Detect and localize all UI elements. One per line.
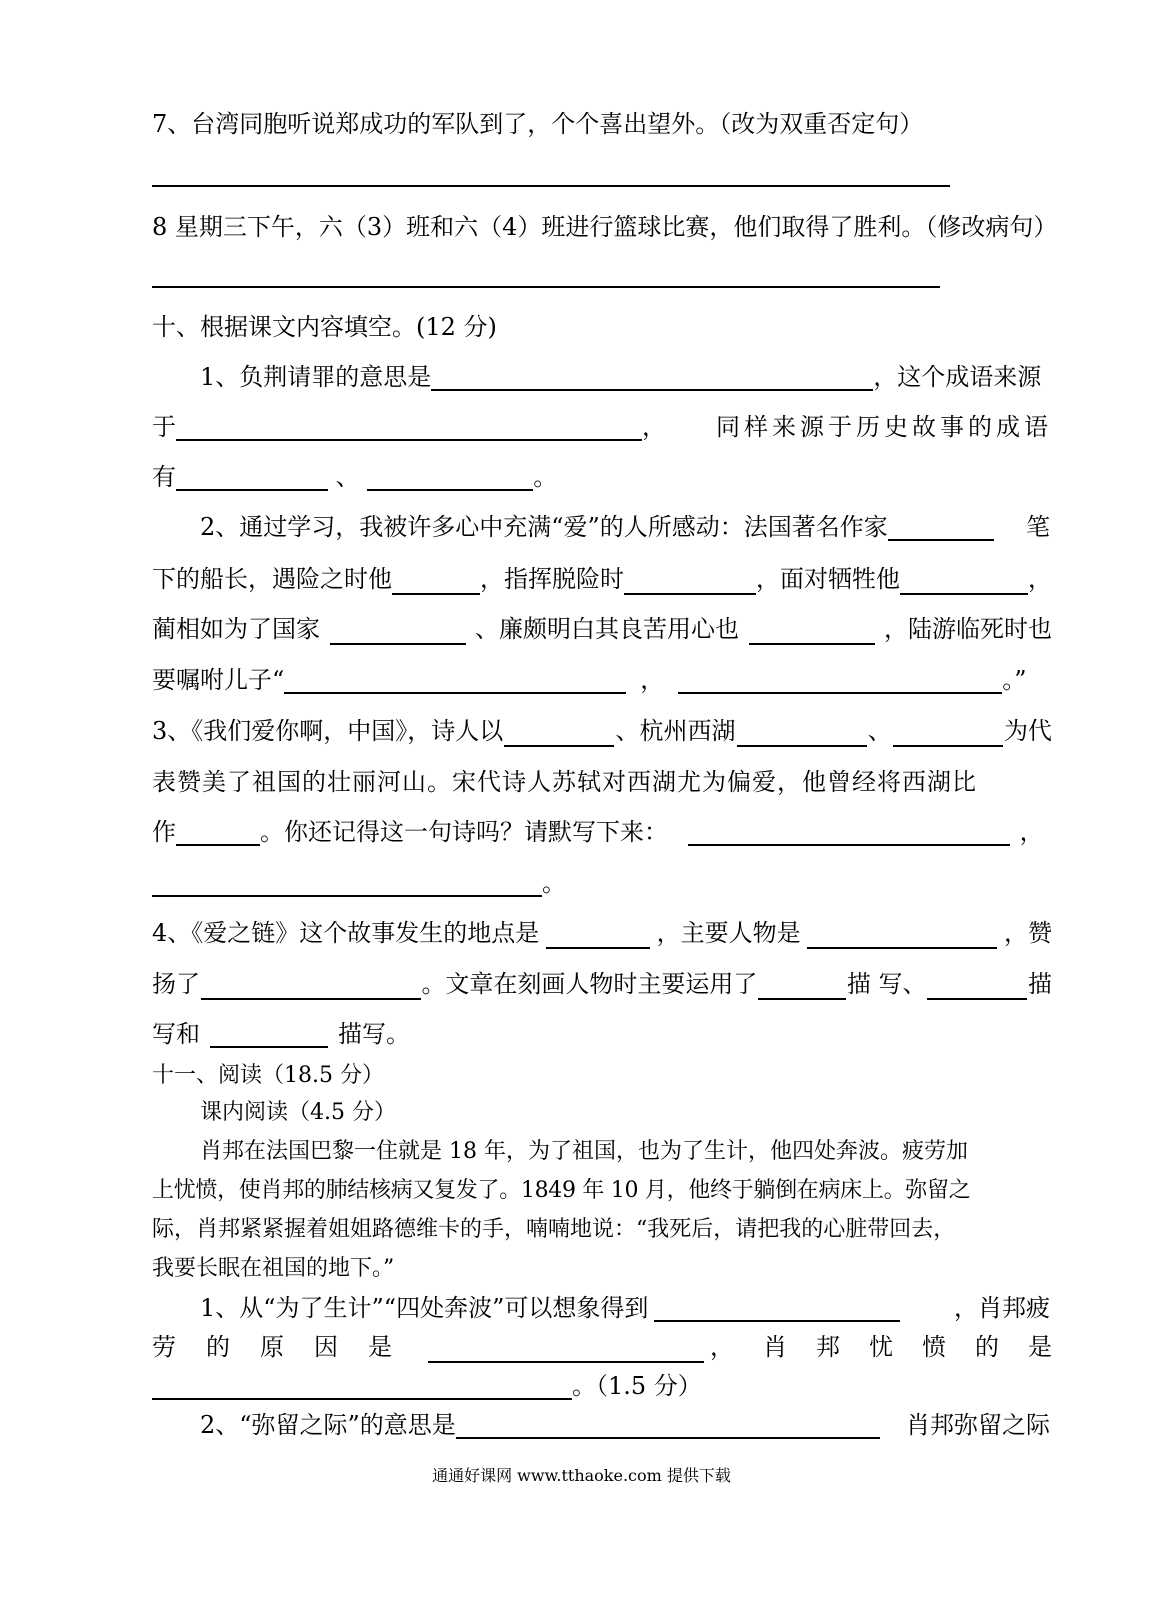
s10-q3-line3 (152, 816, 1052, 848)
s10-q2-line3 (152, 613, 1052, 645)
text: 、杭州西湖 (615, 717, 736, 745)
text: 。（1.5 分） (572, 1372, 702, 1400)
text: 表赞美了祖国的壮丽河山。宋代诗人苏轼对西湖尤为偏爱，他曾经将西湖比 (152, 768, 977, 796)
text: 愤 (922, 1333, 946, 1361)
text: 。” (1002, 666, 1027, 694)
blank-lian-po[interactable] (749, 617, 875, 645)
text: ， (1019, 818, 1044, 846)
text: 因 (314, 1333, 338, 1361)
text: 是 (1028, 1333, 1052, 1361)
reading-passage-line-2 (152, 1175, 1052, 1207)
text: 际，肖邦紧紧握着姐姐路德维卡的手，喃喃地说：“我死后，请把我的心脏带回去， (152, 1217, 956, 1242)
text: 于 (152, 413, 176, 441)
text: 2、通过学习，我被许多心中充满“爱”的人所感动：法国著名作家 (200, 513, 888, 541)
text: 。你还记得这一句诗吗？请默写下来： (260, 818, 668, 846)
text: 要嘱咐儿子“ (152, 666, 285, 694)
text: 2、“弥留之际”的意思是 (200, 1411, 456, 1439)
blank-method-1[interactable] (758, 972, 846, 1000)
s10-q2-line4 (152, 664, 1052, 696)
text: 下的船长，遇险之时他 (152, 565, 392, 593)
text: 忧 (869, 1333, 893, 1361)
reading-passage-line-3 (152, 1214, 1052, 1246)
text: 为代 (1003, 717, 1052, 745)
text: 同样来源于历史故事的成语 (716, 413, 1052, 441)
blank-meaning-mil[interactable] (456, 1411, 880, 1439)
reading-q2-line1 (200, 1409, 1050, 1441)
section-10-title (152, 311, 1052, 343)
question-8-text: 8 星期三下午，六（3）班和六（4）班进行篮球比赛，他们取得了胜利。（修改病句） (152, 213, 1058, 241)
blank-poem-3b[interactable] (152, 869, 542, 897)
text: 1、从“为了生计”“四处奔波”可以想象得到 (200, 1294, 649, 1322)
blank-compare[interactable] (176, 818, 260, 846)
blank-method-2[interactable] (927, 972, 1027, 1000)
text: 描 写、 (846, 970, 927, 998)
reading-q1-line2 (152, 1331, 1052, 1363)
blank-captain-2[interactable] (624, 567, 756, 595)
text: ， (642, 413, 666, 441)
text: 笔 (1026, 513, 1050, 541)
blank-captain-1[interactable] (392, 567, 480, 595)
text: 、廉颇明白其良苦用心也 (475, 615, 739, 643)
text: 的 (975, 1333, 999, 1361)
blank-scenery-1[interactable] (504, 719, 614, 747)
text: 。 (542, 869, 566, 897)
text: ，指挥脱险时 (480, 565, 624, 593)
reading-q1-line1 (200, 1292, 1050, 1324)
text: 扬了 (152, 970, 200, 998)
text: 肖 (763, 1333, 787, 1361)
s10-q3-line1 (152, 715, 1052, 747)
text: 肖邦弥留之际 (906, 1411, 1050, 1439)
reading-passage-line-4 (152, 1253, 1052, 1285)
footer (0, 1465, 1163, 1487)
text: 4、《爱之链》这个故事发生的地点是 (152, 919, 540, 947)
question-7 (152, 108, 1052, 140)
s10-q2-line2 (152, 563, 1052, 595)
blank-poem-line-1[interactable] (284, 666, 626, 694)
text: 我要长眠在祖国的地下。” (152, 1256, 395, 1281)
blank-idiom-2[interactable] (367, 463, 533, 491)
answer-line-q8[interactable] (152, 286, 940, 288)
text: 原 (260, 1333, 284, 1361)
text: 。文章在刻画人物时主要运用了 (421, 970, 758, 998)
reading-passage-line-1 (200, 1136, 1050, 1168)
blank-captain-3[interactable] (900, 567, 1028, 595)
question-8 (152, 211, 1058, 243)
text: 蔺相如为了国家 (152, 615, 320, 643)
blank-origin[interactable] (176, 413, 642, 441)
blank-idiom-1[interactable] (176, 463, 328, 491)
text: 作 (152, 818, 176, 846)
blank-meaning[interactable] (431, 363, 873, 391)
blank-lin-xiangru[interactable] (330, 617, 466, 645)
text: 是 (368, 1333, 392, 1361)
text: ，面对牺牲他 (756, 565, 900, 593)
s10-q4-line1 (152, 917, 1052, 949)
blank-place[interactable] (546, 921, 650, 949)
text: ，陆游临死时也 (884, 615, 1052, 643)
s10-q1-line1 (200, 361, 1050, 393)
section-10-text: 十、根据课文内容填空。(12 分) (152, 313, 497, 341)
question-7-text: 7、台湾同胞听说郑成功的军队到了，个个喜出望外。（改为双重否定句） (152, 110, 924, 138)
text: 、 (867, 717, 892, 745)
text: 邦 (816, 1333, 840, 1361)
blank-imagine[interactable] (654, 1294, 900, 1322)
text: ， (640, 666, 665, 694)
text: 十一、阅读（18.5 分） (152, 1063, 384, 1088)
blank-scenery-3[interactable] (893, 719, 1003, 747)
s10-q4-line3 (152, 1018, 1052, 1050)
blank-characters[interactable] (807, 921, 997, 949)
text: 3、《我们爱你啊，中国》，诗人以 (152, 717, 504, 745)
text: 有 (152, 463, 176, 491)
text: 、 (335, 463, 360, 491)
text: ，主要人物是 (656, 919, 801, 947)
text: ， (710, 1333, 734, 1361)
s10-q1-line2 (152, 411, 1052, 443)
blank-worry[interactable] (152, 1372, 572, 1400)
s10-q1-line3 (152, 461, 1052, 493)
blank-scenery-2[interactable] (737, 719, 867, 747)
text: 劳 (152, 1333, 176, 1361)
section-11-subtitle (200, 1097, 1100, 1129)
blank-poem-3a[interactable] (688, 818, 1010, 846)
text: ，赞 (1003, 919, 1052, 947)
footer-text: 通通好课网 www.tthaoke.com 提供下载 (432, 1466, 731, 1485)
blank-poem-line-2[interactable] (678, 666, 1002, 694)
text: 的 (206, 1333, 230, 1361)
text: 描写。 (338, 1020, 410, 1048)
blank-praise[interactable] (201, 972, 421, 1000)
text: ，这个成语来源 (873, 363, 1042, 391)
text: 课内阅读（4.5 分） (200, 1100, 396, 1125)
text: ，肖邦疲 (954, 1294, 1050, 1322)
reading-q1-line3 (152, 1370, 1052, 1402)
text: ， (1028, 565, 1052, 593)
blank-author[interactable] (888, 513, 994, 541)
text: 1、负荆请罪的意思是 (200, 363, 432, 391)
s10-q3-line2 (152, 766, 1052, 798)
s10-q4-line2 (152, 968, 1052, 1000)
text: 肖邦在法国巴黎一住就是 18 年，为了祖国，也为了生计，他四处奔波。疲劳加 (200, 1139, 968, 1164)
blank-fatigue-reason[interactable] (428, 1335, 704, 1363)
answer-line-q7[interactable] (152, 185, 950, 187)
text: 描 (1027, 970, 1052, 998)
text: 上忧愤，使肖邦的肺结核病又复发了。1849 年 10 月，他终于躺倒在病床上。弥留之 (152, 1178, 971, 1203)
section-11-title (152, 1060, 1052, 1092)
s10-q2-line1 (200, 511, 1050, 543)
s10-q3-line4 (152, 867, 1052, 899)
text: 。 (533, 463, 558, 491)
text: 写和 (152, 1020, 200, 1048)
blank-method-3[interactable] (210, 1020, 328, 1048)
